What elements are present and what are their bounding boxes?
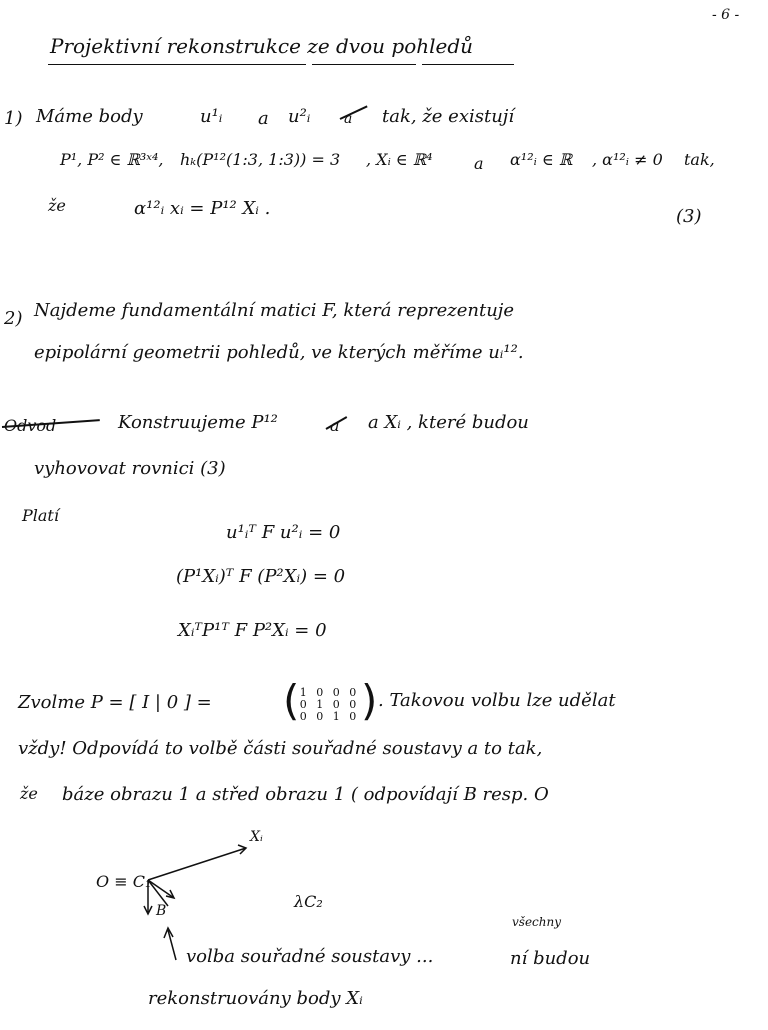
choose-start: Zvolme P = [ I | 0 ] = xyxy=(18,692,212,713)
label-origin: O ≡ C₁ xyxy=(96,872,152,891)
step1-and: a xyxy=(258,108,269,129)
axis-arrow-diag-1 xyxy=(148,880,174,898)
step3-line1: Konstruujeme P¹² xyxy=(118,412,278,433)
matrix-entry: 1 xyxy=(332,710,340,723)
matrix-left-paren: ( xyxy=(283,676,300,725)
matrix-entry: 0 xyxy=(349,698,357,711)
step1-rank: hₖ(P¹²(1:3, 1:3)) = 3 xyxy=(180,150,341,169)
note-line2: rekonstruovány body Xᵢ xyxy=(148,988,363,1009)
step1-crossed: a xyxy=(344,111,353,127)
label-b: B xyxy=(156,903,167,919)
equation-2: (P¹Xᵢ)ᵀ F (P²Xᵢ) = 0 xyxy=(176,566,346,587)
step3-crossed-word: Odvod xyxy=(4,416,57,435)
equation-3: XᵢᵀP¹ᵀ F P²Xᵢ = 0 xyxy=(178,620,327,641)
matrix-entry: 0 xyxy=(349,710,357,723)
matrix-right-paren: ) xyxy=(361,676,378,725)
step1-u1: u¹ᵢ xyxy=(200,106,223,127)
always-line: vždy! Odpovídá to volbě části souřadné soustavy a to tak, xyxy=(18,738,543,759)
matrix-entry: 0 xyxy=(316,710,324,723)
step1-number: 1) xyxy=(4,108,23,129)
choose-end: . Takovou volbu lze udělat xyxy=(378,690,616,711)
step1-tak: tak, xyxy=(684,150,715,169)
arrow-to-xi xyxy=(148,848,246,880)
step1-p-matrices: P¹, P² ∈ ℝ³ˣ⁴, xyxy=(60,150,164,169)
step1-a: a xyxy=(474,154,484,173)
matrix-entry: 0 xyxy=(299,710,307,723)
matrix-entry: 0 xyxy=(316,686,324,699)
matrix-entry: 0 xyxy=(332,698,340,711)
matrix-entry: 0 xyxy=(349,686,357,699)
step1-xi: , Xᵢ ∈ ℝ⁴ xyxy=(366,150,433,169)
equation-number-3: (3) xyxy=(676,206,702,227)
step1-equation: α¹²ᵢ xᵢ = P¹² Xᵢ . xyxy=(134,198,271,219)
step1-rest: tak, že existují xyxy=(382,106,515,127)
step1-alpha: α¹²ᵢ ∈ ℝ xyxy=(510,150,573,169)
ze-word: že xyxy=(20,784,38,803)
step3-line1-end: a Xᵢ , které budou xyxy=(368,412,529,433)
step2-line1: Najdeme fundamentální matici F, která reprezentuje xyxy=(34,300,515,321)
page-number: - 6 - xyxy=(712,7,740,23)
matrix-entry: 1 xyxy=(316,698,324,711)
step1-alpha-nonzero: , α¹²ᵢ ≠ 0 xyxy=(592,150,663,169)
page-title: Projektivní rekonstrukce ze dvou pohledů xyxy=(50,34,474,58)
note-line1-end: ní budou xyxy=(510,948,591,969)
matrix-entry: 0 xyxy=(332,686,340,699)
ze-line-rest: báze obrazu 1 a střed obrazu 1 ( odpovídají B resp. O xyxy=(62,784,549,805)
label-lambda-c2: λC₂ xyxy=(294,892,323,911)
matrix-entry: 0 xyxy=(299,698,307,711)
step1-u2: u²ᵢ xyxy=(288,106,311,127)
label-xi: Xᵢ xyxy=(250,829,263,845)
step3-crossed-a: a xyxy=(330,416,340,435)
step1-ze: že xyxy=(48,196,66,215)
step2-number: 2) xyxy=(4,308,23,329)
plati-label: Platí xyxy=(22,506,59,525)
note-line1: volba souřadné soustavy ... xyxy=(186,946,434,967)
step2-line2: epipolární geometrii pohledů, ve kterých měříme uᵢ¹². xyxy=(34,342,524,363)
note-insert: všechny xyxy=(512,915,561,929)
step3-line2: vyhovovat rovnici (3) xyxy=(34,458,226,479)
step1-text: Máme body xyxy=(36,106,143,127)
matrix-entry: 1 xyxy=(299,686,307,699)
equation-1: u¹ᵢᵀ F u²ᵢ = 0 xyxy=(226,522,341,543)
